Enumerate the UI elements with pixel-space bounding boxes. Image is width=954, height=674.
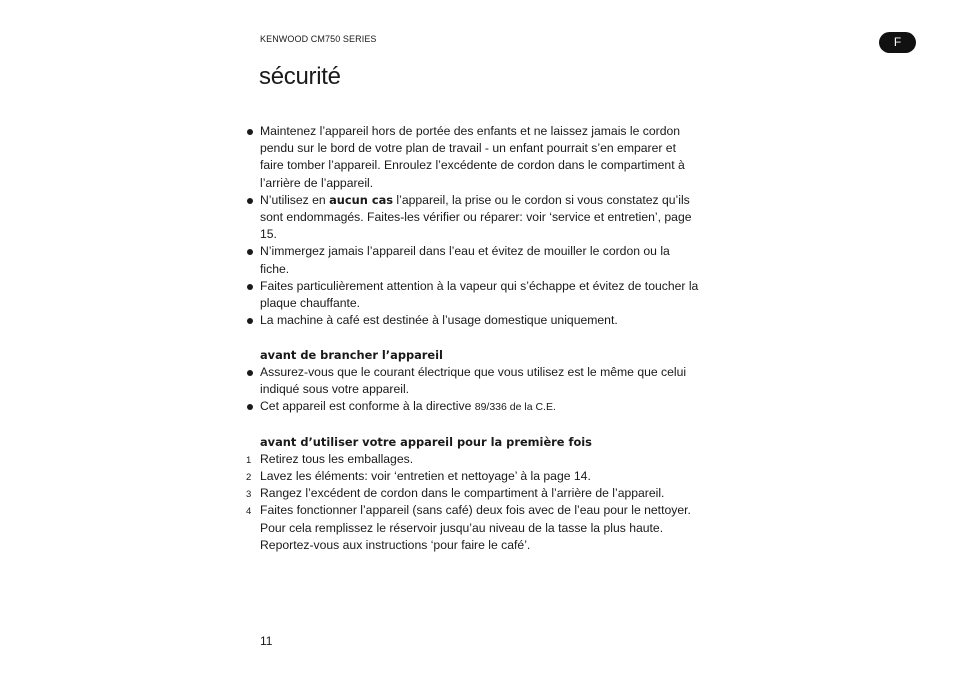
step-number: 3 xyxy=(246,489,252,501)
step-text: Retirez tous les emballages. xyxy=(260,451,414,466)
first-use-steps xyxy=(246,451,700,554)
step-number: 2 xyxy=(246,472,252,484)
step-item xyxy=(246,485,700,502)
directive-reference: 89/336 de la C.E. xyxy=(474,401,556,414)
list-item-text: La machine à café est destinée à l’usage domestique uniquement. xyxy=(260,313,618,328)
list-item xyxy=(260,364,700,398)
step-text: Faites fonctionner l’appareil (sans café) deux fois avec de l’eau pour le nettoyer. Pour cela remplissez le réservoir jusqu’au niveau de la tasse la plus haute. Reportez-vous aux instructions ‘pour faire le café’. xyxy=(260,503,691,552)
list-item xyxy=(260,243,700,277)
page-content xyxy=(246,123,700,554)
bullet-icon xyxy=(247,249,253,255)
list-item xyxy=(260,192,700,244)
step-item xyxy=(246,451,700,468)
series-label: KENWOOD CM750 SERIES xyxy=(260,34,377,44)
step-item xyxy=(246,468,700,485)
list-item-emphasis: aucun cas xyxy=(329,192,394,207)
step-item xyxy=(246,502,700,554)
list-item-text: Assurez-vous que le courant électrique que vous utilisez est le même que celui indiqué sous votre appareil. xyxy=(260,364,687,397)
list-item-text: Maintenez l’appareil hors de portée des enfants et ne laissez jamais le cordon pendu sur le bord de votre plan de travail - un enfant pourrait s’en emparer et faire tomber l’appareil. Enroulez l’excédente de cordon dans le compartiment à l’arrière de l’appareil. xyxy=(260,124,685,190)
list-item xyxy=(260,312,700,329)
bullet-icon xyxy=(247,318,253,324)
section-heading-first-use: avant d’utiliser votre appareil pour la première fois xyxy=(260,434,592,449)
bullet-icon xyxy=(247,284,253,290)
step-number: 1 xyxy=(246,454,252,466)
section-heading-before-plugging: avant de brancher l’appareil xyxy=(260,347,443,362)
list-item-text-post: l’appareil, la prise ou le cordon si vous constatez qu’ils sont endommagés. Faites-les vérifier ou réparer: voir ‘service et entretien’, page 15. xyxy=(260,192,692,242)
bullet-icon xyxy=(247,198,253,204)
list-item xyxy=(260,398,700,416)
page-number: 11 xyxy=(260,634,273,648)
bullet-icon xyxy=(247,129,253,135)
safety-list xyxy=(260,123,700,329)
list-item-text-pre: Cet appareil est conforme à la directive xyxy=(260,399,475,414)
language-badge: F xyxy=(879,32,916,53)
step-number: 4 xyxy=(246,506,252,518)
list-item-text: N’immergez jamais l’appareil dans l’eau et évitez de mouiller le cordon ou la fiche. xyxy=(260,244,670,276)
list-item xyxy=(260,278,700,312)
bullet-icon xyxy=(247,370,253,376)
list-item-text-pre: N’utilisez en xyxy=(260,192,330,207)
before-plugging-list xyxy=(260,364,700,417)
step-text: Lavez les éléments: voir ‘entretien et nettoyage’ à la page 14. xyxy=(260,469,591,484)
bullet-icon xyxy=(247,404,253,410)
page-title: sécurité xyxy=(259,63,341,90)
step-text: Rangez l’excédent de cordon dans le compartiment à l’arrière de l’appareil. xyxy=(260,486,665,501)
list-item xyxy=(260,123,700,192)
list-item-text: Faites particulièrement attention à la vapeur qui s’échappe et évitez de toucher la plaque chauffante. xyxy=(260,278,699,311)
